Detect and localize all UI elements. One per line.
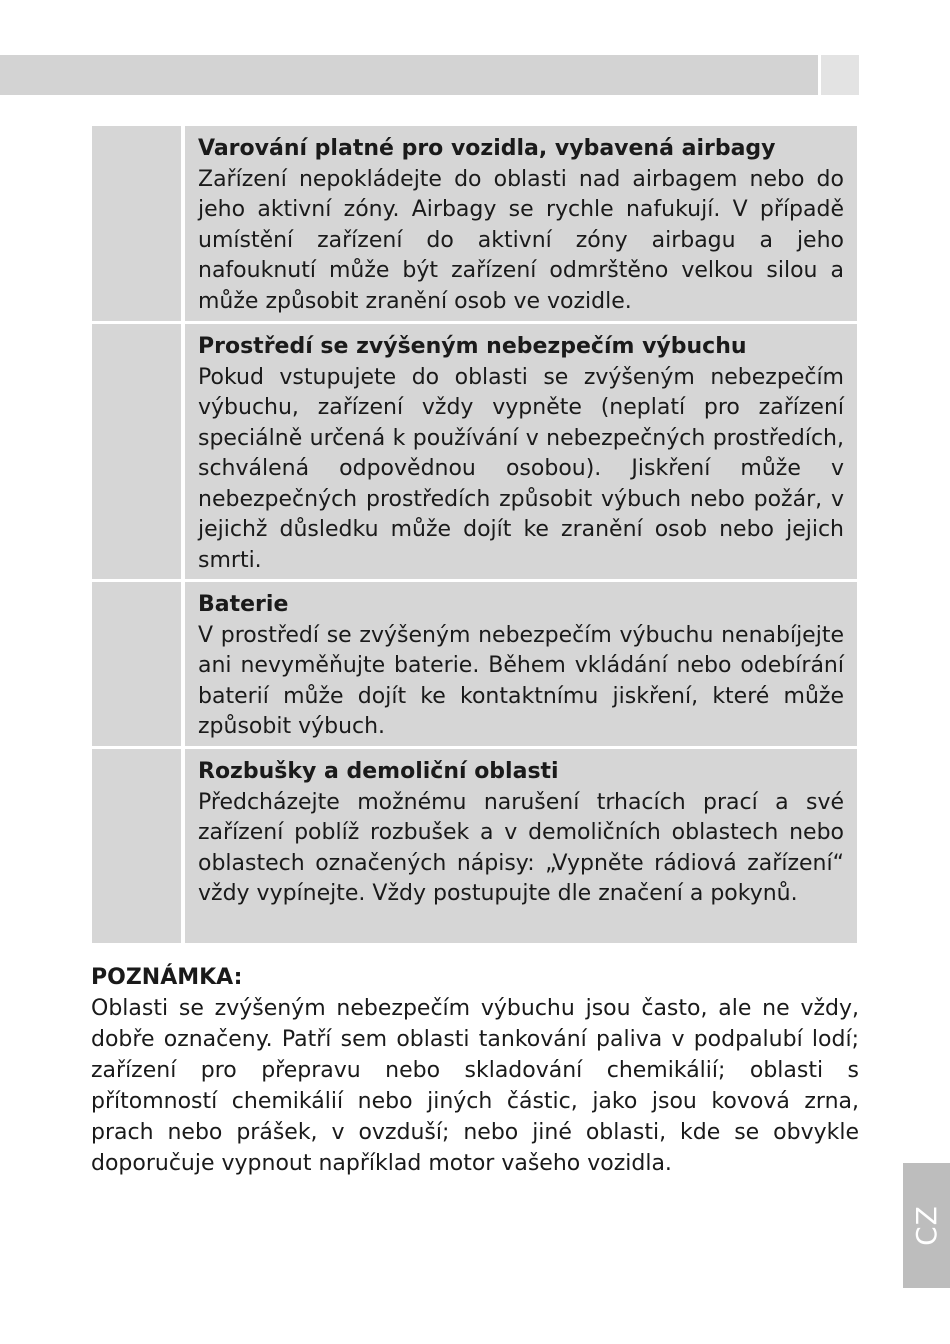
warning-row-airbag xyxy=(92,126,857,321)
warning-text-cell xyxy=(185,749,857,943)
warnings-table xyxy=(92,126,857,943)
warning-text-cell xyxy=(185,324,857,579)
warning-row-explosive xyxy=(92,324,857,579)
warning-title: Prostředí se zvýšeným nebezpečím výbuchu xyxy=(198,334,747,359)
warning-title: Baterie xyxy=(198,592,289,617)
warning-icon-cell xyxy=(92,324,181,579)
header-block xyxy=(821,55,859,95)
header-bar xyxy=(0,55,818,95)
warning-body: Předcházejte možnému narušení trhacích prací a své zařízení poblíž rozbušek a v demoličních oblastech nebo oblastech označených nápisy: „Vypněte rádiová zařízení“ vždy vypínejte. Vždy postupujte dle značení a pokynů. xyxy=(198,789,844,906)
note-section xyxy=(91,962,859,1179)
warning-body: Zařízení nepokládejte do oblasti nad airbagem nebo do jeho aktivní zóny. Airbagy se rychle nafukují. V případě umístění zařízení do aktivní zóny airbagu a jeho nafouknutí může být zařízení odmrštěno velkou silou a může způsobit zranění osob ve vozidle. xyxy=(198,166,844,314)
warning-text-cell xyxy=(185,582,857,746)
warning-icon-cell xyxy=(92,749,181,943)
warning-row-battery xyxy=(92,582,857,746)
warning-body: Pokud vstupujete do oblasti se zvýšeným nebezpečím výbuchu, zařízení vždy vypněte (neplatí pro zařízení speciálně určená k používání v nebezpečných prostředích, schválená odpovědnou osobou). Jiskření může v nebezpečných prostředích způsobit výbuch nebo požár, v jejichž důsledku může dojít ke zranění osob nebo jejich smrti. xyxy=(198,364,844,573)
warning-row-blasting xyxy=(92,749,857,943)
warning-title: Rozbušky a demoliční oblasti xyxy=(198,759,559,784)
warning-text-cell xyxy=(185,126,857,321)
warning-icon-cell xyxy=(92,582,181,746)
warning-title: Varování platné pro vozidla, vybavená airbagy xyxy=(198,136,776,161)
language-tab xyxy=(903,1163,950,1288)
warning-body: V prostředí se zvýšeným nebezpečím výbuchu nenabíjejte ani nevyměňujte baterie. Během vkládání nebo odebírání baterií může dojít ke kontaktnímu jiskření, které může způsobit výbuch. xyxy=(198,622,844,739)
language-tab-label: CZ xyxy=(909,1205,943,1246)
warning-icon-cell xyxy=(92,126,181,321)
note-text: Oblasti se zvýšeným nebezpečím výbuchu jsou často, ale ne vždy, dobře označeny. Patří sem oblasti tankování paliva v podpalubí lodí; zařízení pro přepravu nebo skladování chemikálií; oblasti s přítomností chemikálií nebo jiných částic, jako jsou kovová zrna, prach nebo prášek, v ovzduší; nebo jiné oblasti, kde se obvykle doporučuje vypnout například motor vašeho vozidla. xyxy=(91,996,859,1176)
note-label: POZNÁMKA: xyxy=(91,965,243,990)
